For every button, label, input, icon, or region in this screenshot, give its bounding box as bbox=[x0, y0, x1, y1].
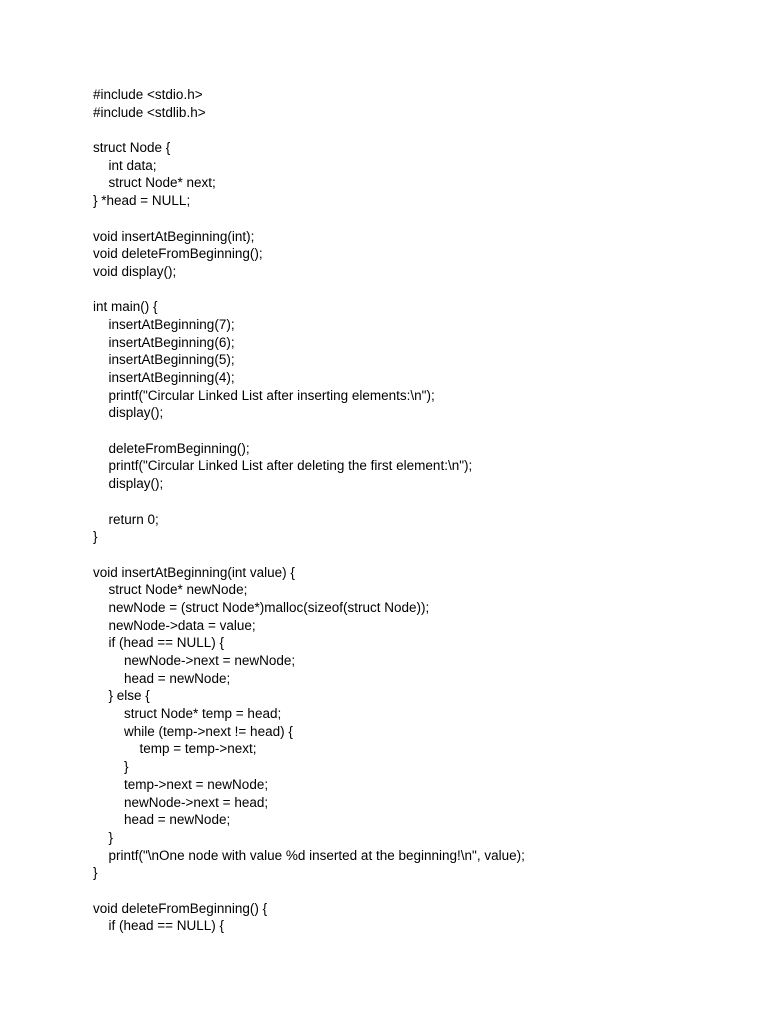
code-line: newNode = (struct Node*)malloc(sizeof(struct Node)); bbox=[108, 599, 430, 615]
code-line: } bbox=[124, 759, 129, 775]
code-line: return 0; bbox=[108, 511, 159, 527]
code-line: temp->next = newNode; bbox=[124, 776, 269, 792]
code-line: printf("Circular Linked List after deleting the first element:\n"); bbox=[108, 458, 473, 474]
code-line: insertAtBeginning(7); bbox=[108, 316, 235, 332]
code-line: while (temp->next != head) { bbox=[124, 723, 293, 739]
code-line-blank bbox=[93, 210, 733, 228]
code-line: void insertAtBeginning(int value) { bbox=[93, 564, 295, 580]
code-line: } bbox=[108, 829, 114, 845]
code-line: void display(); bbox=[93, 263, 177, 279]
code-line: display(); bbox=[108, 476, 164, 492]
code-line: head = newNode; bbox=[124, 670, 231, 686]
code-line: void insertAtBeginning(int); bbox=[93, 228, 255, 244]
code-line-blank bbox=[93, 546, 733, 564]
code-line: int data; bbox=[108, 157, 157, 173]
code-line: } bbox=[93, 529, 98, 545]
code-line: void deleteFromBeginning(); bbox=[93, 246, 263, 262]
code-line: insertAtBeginning(5); bbox=[108, 352, 235, 368]
code-line: if (head == NULL) { bbox=[108, 635, 225, 651]
code-line: newNode->data = value; bbox=[108, 617, 256, 633]
code-line: printf("Circular Linked List after inserting elements:\n"); bbox=[108, 387, 435, 403]
code-line: insertAtBeginning(6); bbox=[108, 334, 235, 350]
code-line: temp = temp->next; bbox=[139, 741, 257, 757]
code-line: printf("\nOne node with value %d inserted at the beginning!\n", value); bbox=[108, 847, 525, 863]
code-line: #include <stdio.h> bbox=[93, 87, 203, 102]
code-line: struct Node* temp = head; bbox=[124, 706, 282, 722]
code-line: } else { bbox=[108, 688, 150, 704]
code-line: struct Node* next; bbox=[108, 175, 216, 191]
code-line: head = newNode; bbox=[124, 812, 231, 828]
code-line-blank bbox=[93, 882, 733, 900]
code-line: newNode->next = head; bbox=[124, 794, 269, 810]
code-line: } bbox=[93, 865, 98, 881]
code-line-blank bbox=[93, 281, 733, 299]
code-line: struct Node* newNode; bbox=[108, 582, 248, 598]
code-line: void deleteFromBeginning() { bbox=[93, 900, 268, 916]
code-line: #include <stdlib.h> bbox=[93, 104, 206, 120]
code-line: int main() { bbox=[93, 299, 158, 315]
code-block bbox=[93, 86, 733, 935]
code-line: deleteFromBeginning(); bbox=[108, 440, 250, 456]
code-line-blank bbox=[93, 422, 733, 440]
code-line: insertAtBeginning(4); bbox=[108, 370, 235, 385]
code-line: newNode->next = newNode; bbox=[124, 653, 296, 668]
code-line-blank bbox=[93, 493, 733, 511]
code-line-blank bbox=[93, 121, 733, 139]
code-line: } *head = NULL; bbox=[93, 193, 191, 209]
code-line: if (head == NULL) { bbox=[108, 918, 225, 934]
code-line: display(); bbox=[108, 405, 164, 421]
code-line: struct Node { bbox=[93, 140, 171, 156]
